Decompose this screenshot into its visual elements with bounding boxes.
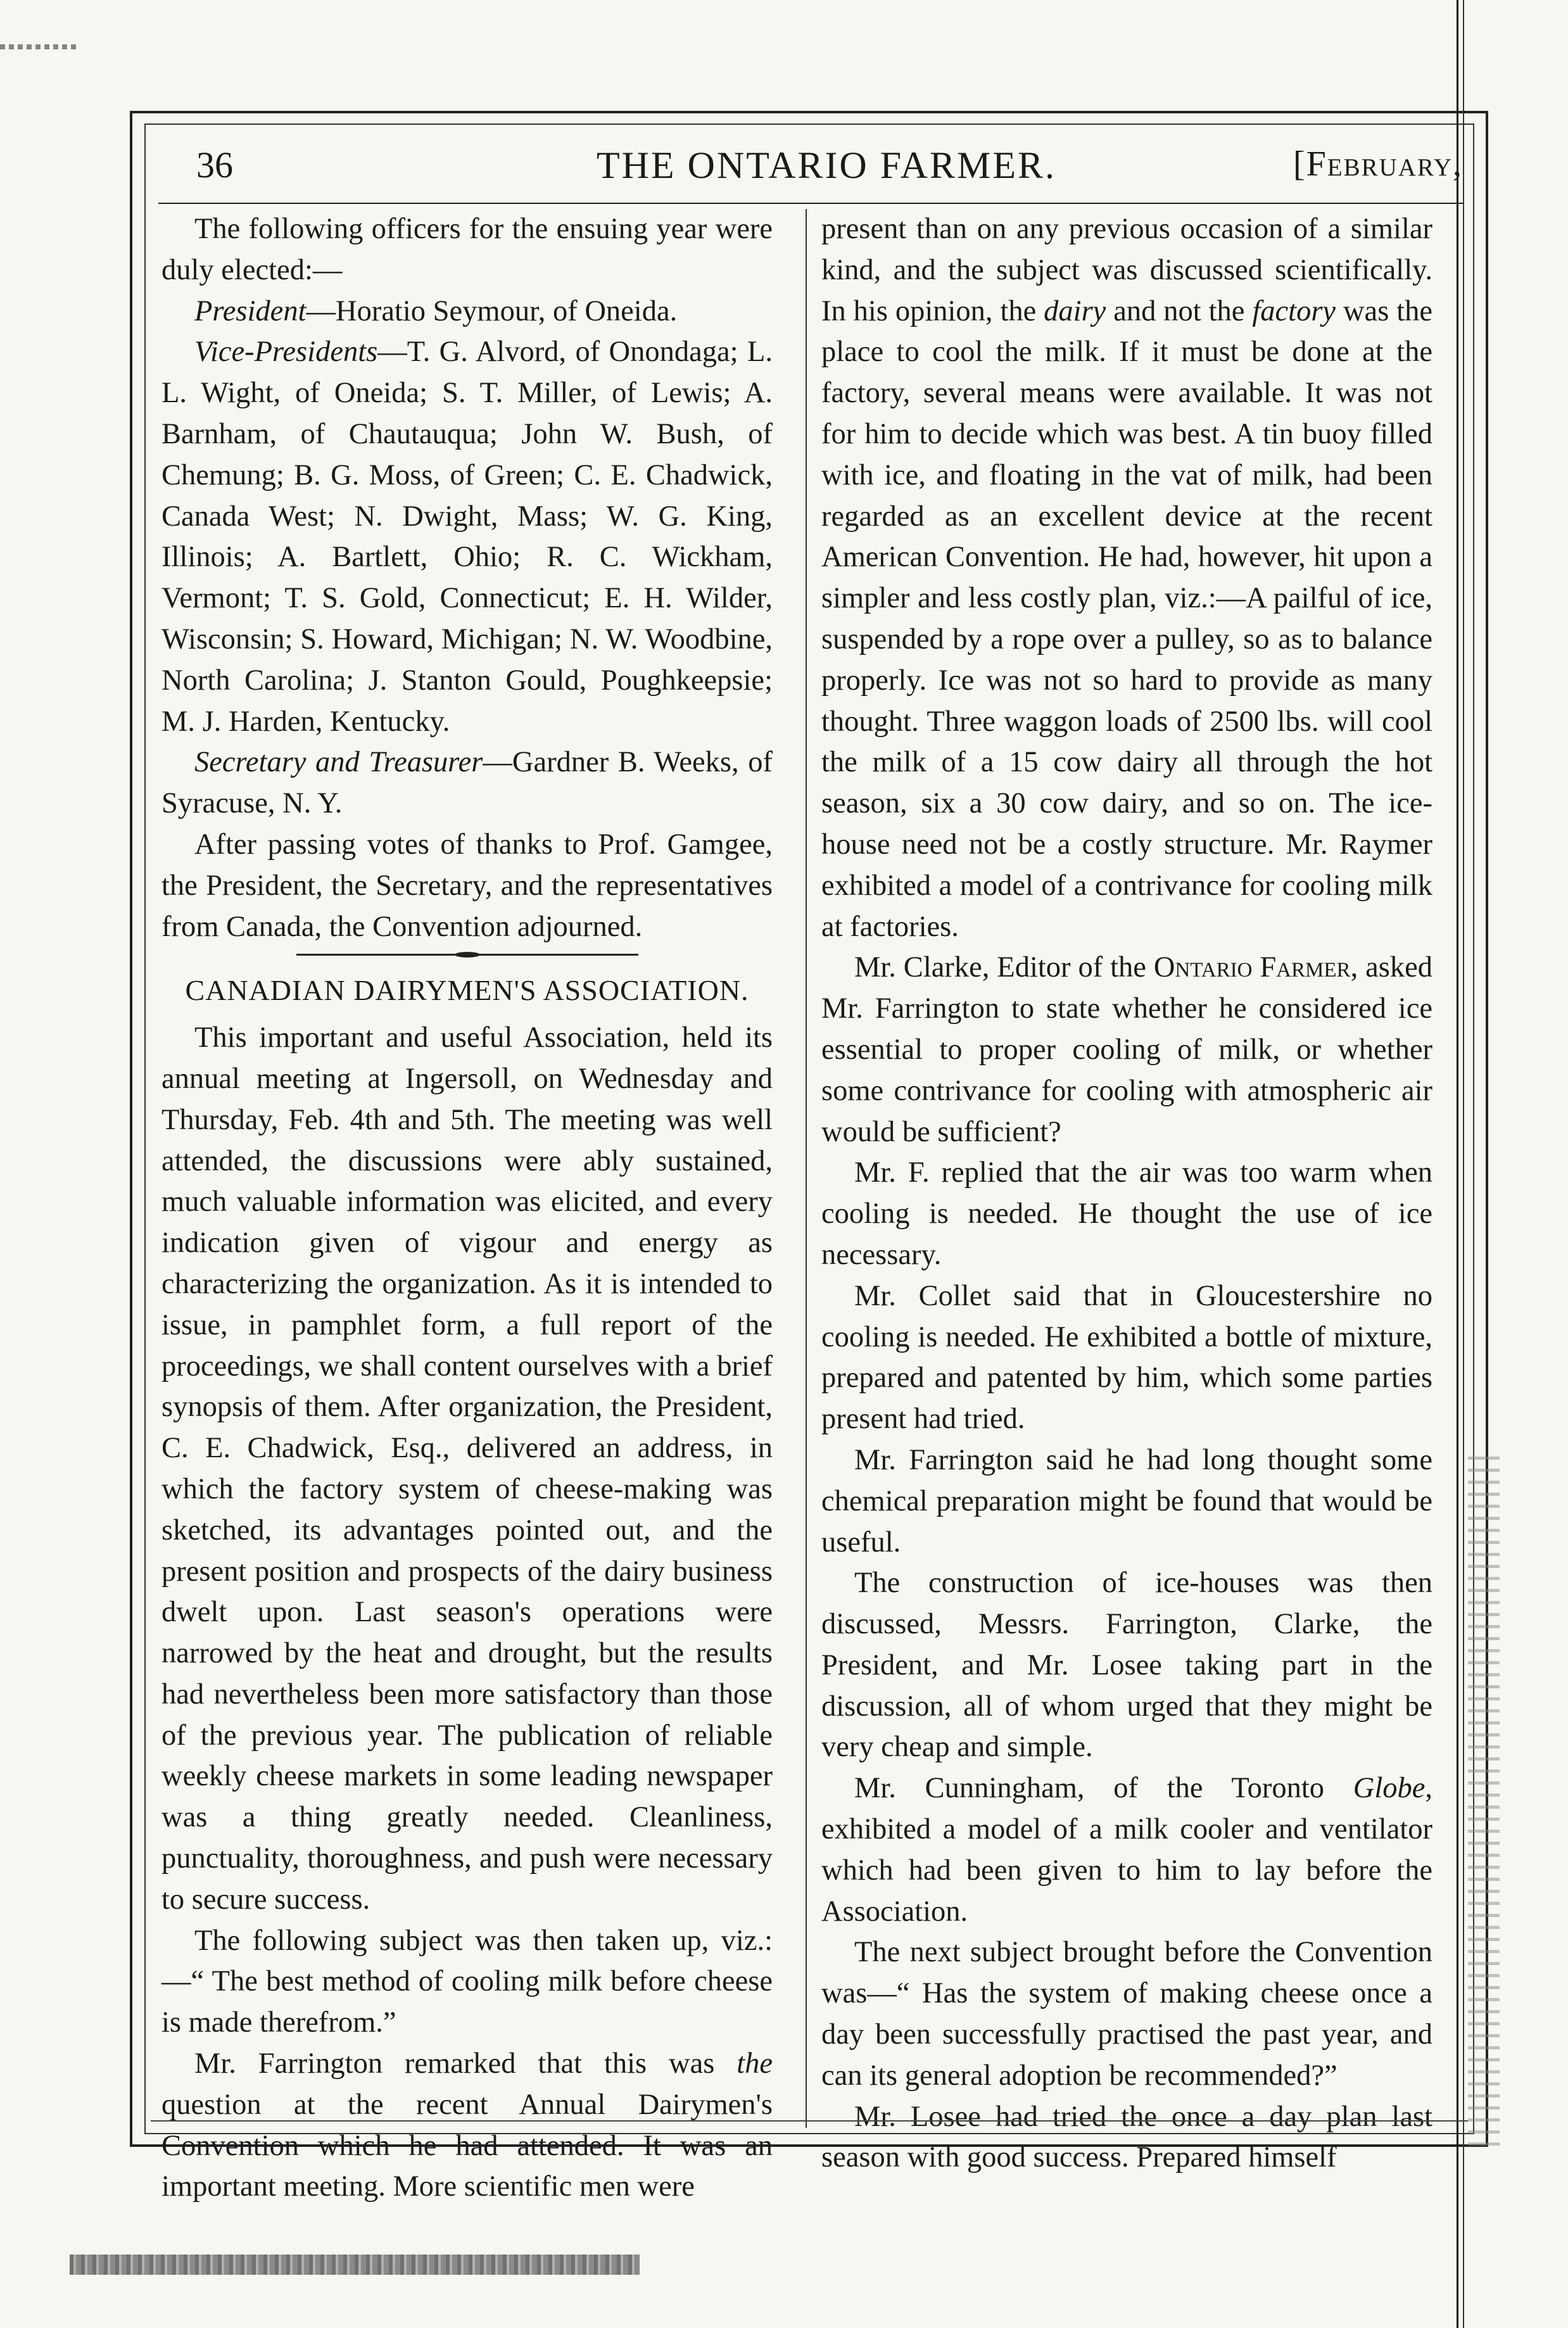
- text-cunningham-b: , exhibited a model of a milk cooler and ventilator which had been given to him to lay before the Association.: [821, 1772, 1432, 1928]
- header-rule: [158, 203, 1463, 204]
- book-spine-edge: [1457, 0, 1464, 2328]
- text-vice-presidents: —T. G. Alvord, of Onondaga; L. L. Wight, of Oneida; S. T. Miller, of Lewis; A. Barnham, of Chautauqua; John W. Bush, of Chemung; B. G. Moss, of Green; C. E. Chadwick, Canada West; N. Dwight, Mass; W. G. King, Illinois; A. Bartlett, Ohio; R. C. Wickham, Vermont; T. S. Gold, Connecticut; E. H. Wilder, Wisconsin; S. Howard, Michigan; N. W. Woodbine, North Carolina; J. Stanton Gould, Poughkeepsie; M. J. Harden, Kentucky.: [161, 336, 773, 738]
- paragraph-secretary: [161, 742, 773, 825]
- page-number: 36: [196, 144, 233, 186]
- left-column: [161, 209, 773, 2208]
- column-divider: [806, 209, 807, 2128]
- paragraph-farrington: [161, 2044, 773, 2208]
- paragraph-officers-intro: The following officers for the ensuing year were duly elected:—: [161, 213, 773, 286]
- text-cunningham-a: Mr. Cunningham, of the Toronto: [854, 1772, 1353, 1805]
- paragraph-ice-houses: The construction of ice-houses was then discussed, Messrs. Farrington, Clarke, the President, and Mr. Losee taking part in the discussion, all of whom urged that they might be very cheap and simple.: [821, 1567, 1432, 1764]
- text-secretary: —Gardner B. Weeks, of Syracuse, N. Y.: [161, 746, 773, 820]
- paragraph-farrington-continued: [821, 209, 1432, 947]
- section-title: CANADIAN DAIRYMEN'S ASSOCIATION.: [185, 974, 749, 1007]
- label-secretary: Secretary and Treasurer: [194, 746, 483, 779]
- issue-month: [February,: [1293, 144, 1463, 184]
- spine-scan-marks: [1468, 1457, 1500, 2153]
- scan-artifact-bottom: [70, 2255, 640, 2275]
- paragraph-farrington-chemical: Mr. Farrington said he had long thought some chemical preparation might be found that would be useful.: [821, 1443, 1432, 1559]
- text-clarke-publication: Ontario Farmer: [1153, 951, 1351, 984]
- paragraph-mr-f-reply: Mr. F. replied that the air was too warm when cooling is needed. He thought the use of ice necessary.: [821, 1156, 1432, 1271]
- paragraph-next-subject: The next subject brought before the Convention was—“ Has the system of making cheese once a day been successfully practised the past year, and can its general adoption be recommended?”: [821, 1936, 1432, 2092]
- section-divider: [161, 947, 773, 961]
- text-farrington-em: the: [737, 2047, 773, 2080]
- paragraph-clarke: [821, 947, 1432, 1153]
- text-cont-c: was the place to cool the milk. If it must be done at the factory, several means were available. It was not for him to decide which was best. A tin buoy filled with ice, and floating in the vat of milk, had been regarded as an excellent device at the recent American Convention. He had, however, hit upon a simpler and less costly plan, viz.:—A pailful of ice, suspended by a rope over a pulley, so as to balance properly. Ice was not so hard to provide as many thought. Three waggon loads of 2500 lbs. will cool the milk of a 15 cow dairy all through the hot season, six a 30 cow dairy, and so on. The ice-house need not be a costly structure. Mr. Raymer exhibited a model of a contrivance for cooling milk at factories.: [821, 294, 1433, 943]
- paragraph-president: [161, 291, 773, 332]
- paragraph-vice-presidents: [161, 332, 773, 742]
- text-president: —Horatio Seymour, of Oneida.: [306, 294, 678, 327]
- text-farrington-a: Mr. Farrington remarked that this was: [194, 2047, 737, 2080]
- page-header: [184, 130, 1469, 199]
- right-column: [821, 209, 1432, 2179]
- scan-artifact-top: [0, 44, 76, 49]
- paragraph-adjourned: After passing votes of thanks to Prof. Gamgee, the President, the Secretary, and the representatives from Canada, the Convention adjourned.: [161, 828, 773, 943]
- text-clarke-b: , asked Mr. Farrington to state whether he considered ice essential to proper cooling of milk, or whether some contrivance for cooling with atmospheric air would be sufficient?: [821, 951, 1432, 1148]
- text-cont-dairy: dairy: [1044, 294, 1106, 327]
- divider-rule: [296, 954, 638, 956]
- text-cunningham-globe: Globe: [1353, 1772, 1426, 1805]
- text-cont-a: present than on any previous occasion of a similar kind, and the subject was discussed scientifically. In his opinion, the: [821, 213, 1432, 327]
- bottom-rule: [151, 2120, 1468, 2122]
- label-vice-presidents: Vice-Presidents: [194, 336, 378, 369]
- label-president: President: [194, 294, 307, 327]
- paragraph-cunningham: [821, 1768, 1432, 1932]
- paragraph-association-meeting: This important and useful Association, held its annual meeting at Ingersoll, on Wednesday and Thursday, Feb. 4th and 5th. The meeting was well attended, the discussions were ably sustained, much valuable information was elicited, and every indication given of vigour and energy as characterizing the organization. As it is intended to issue, in pamphlet form, a full report of the proceedings, we shall content ourselves with a brief synopsis of them. After organization, the President, C. E. Chadwick, Esq., delivered an address, in which the factory system of cheese-making was sketched, its advantages pointed out, and the present position and prospects of the dairy business dwelt upon. Last season's operations were narrowed by the heat and drought, but the results had nevertheless been more satisfactory than those of the previous year. The publication of reliable weekly cheese markets in some leading newspaper was a thing greatly needed. Cleanliness, punctuality, thoroughness, and push were necessary to secure success.: [161, 1022, 773, 1916]
- paragraph-collet: Mr. Collet said that in Gloucestershire no cooling is needed. He exhibited a bottle of mixture, prepared and patented by him, which some parties present had tried.: [821, 1279, 1432, 1436]
- publication-title: THE ONTARIO FARMER.: [596, 144, 1057, 186]
- text-farrington-b: question at the recent Annual Dairymen's Convention which he had attended. It was an important meeting. More scientific men were: [161, 2088, 773, 2203]
- text-cont-b: and not the: [1106, 294, 1253, 327]
- text-cont-factory: factory: [1252, 294, 1336, 327]
- text-clarke-a: Mr. Clarke, Editor of the: [854, 951, 1154, 984]
- paragraph-losee: Mr. Losee had tried the once a day plan last season with good success. Prepared himself: [821, 2100, 1432, 2174]
- paragraph-subject-cooling: The following subject was then taken up, viz.:—“ The best method of cooling milk before cheese is made therefrom.”: [161, 1924, 773, 2039]
